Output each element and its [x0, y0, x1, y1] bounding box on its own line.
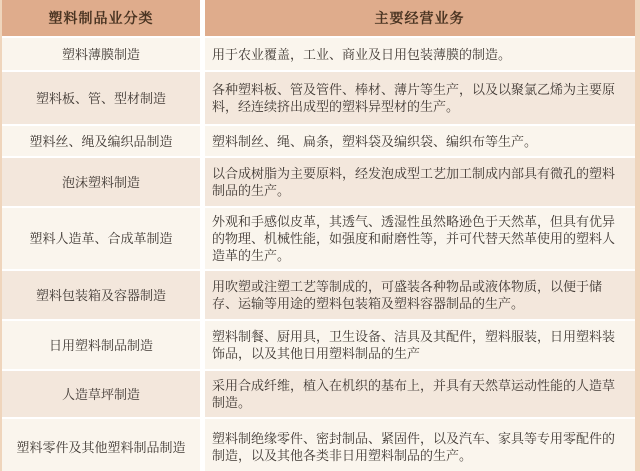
category-cell — [2, 321, 200, 369]
table-row — [2, 208, 635, 269]
category-label: 塑料丝、绳及编织品制造 — [29, 133, 173, 149]
table-row — [2, 271, 635, 319]
business-text: 各种塑料板、管及管件、棒材、薄片等生产，以及以聚氯乙烯为主要原料，经连续挤出成型的塑料异型材的生产。 — [212, 82, 616, 114]
category-cell — [2, 271, 200, 319]
business-cell — [205, 371, 635, 417]
category-cell — [2, 419, 200, 471]
business-text: 塑料制丝、绳、扁条，塑料袋及编织袋、编织布等生产。 — [212, 133, 538, 149]
category-cell — [2, 371, 200, 417]
table-row — [2, 158, 635, 206]
table-row — [2, 321, 635, 369]
category-cell — [2, 158, 200, 206]
business-text: 塑料制餐、厨用具，卫生设备、洁具及其配件，塑料服装，日用塑料装饰品，以及其他日用塑料制品的生产 — [212, 329, 616, 361]
business-text: 外观和手感似皮革，其透气、透湿性虽然略逊色于天然革，但具有优异的物理、机械性能，如强度和耐磨性等，并可代替天然革使用的塑料人造革的生产。 — [212, 214, 616, 263]
category-label: 塑料薄膜制造 — [61, 46, 140, 62]
category-cell — [2, 208, 200, 269]
business-cell — [205, 419, 635, 471]
business-text: 以合成树脂为主要原料，经发泡成型工艺加工制成内部具有微孔的塑料制品的生产。 — [212, 166, 616, 198]
category-label: 泡沫塑料制造 — [61, 174, 140, 190]
table-row — [2, 371, 635, 417]
category-label: 塑料零件及其他塑料制品制造 — [16, 439, 186, 455]
table-row — [2, 38, 635, 70]
business-cell — [205, 271, 635, 319]
business-cell — [205, 126, 635, 156]
header-category-label: 塑料制品业分类 — [48, 10, 154, 26]
business-cell — [205, 158, 635, 206]
table-row — [2, 72, 635, 124]
category-cell — [2, 126, 200, 156]
category-cell — [2, 72, 200, 124]
category-label: 塑料板、管、型材制造 — [35, 90, 166, 106]
category-cell — [2, 38, 200, 70]
business-cell — [205, 72, 635, 124]
business-cell — [205, 38, 635, 70]
header-cell-category — [2, 0, 200, 36]
business-text: 用于农业覆盖，工业、商业及日用包装薄膜的制造。 — [212, 46, 512, 62]
header-cell-business — [205, 0, 635, 36]
table-row — [2, 126, 635, 156]
business-text: 采用合成纤维，植入在机织的基布上，并具有天然草运动性能的人造草制造。 — [212, 378, 616, 410]
category-label: 塑料人造革、合成革制造 — [29, 231, 173, 246]
business-text: 塑料制绝缘零件、密封制品、紧固件，以及汽车、家具等专用零配件的制造，以及其他各类非日用塑料制品的生产。 — [212, 431, 616, 463]
category-label: 人造草坪制造 — [61, 386, 140, 402]
header-business-label: 主要经营业务 — [374, 10, 465, 26]
business-text: 用吹塑或注塑工艺等制成的，可盛装各种物品或液体物质，以便于储存、运输等用途的塑料包装箱及塑料容器制品的生产。 — [212, 279, 603, 311]
table-header-row — [2, 0, 635, 36]
business-cell — [205, 208, 635, 269]
category-label: 塑料包装箱及容器制造 — [35, 287, 166, 303]
category-label: 日用塑料制品制造 — [48, 337, 153, 353]
table-row — [2, 419, 635, 471]
business-cell — [205, 321, 635, 369]
